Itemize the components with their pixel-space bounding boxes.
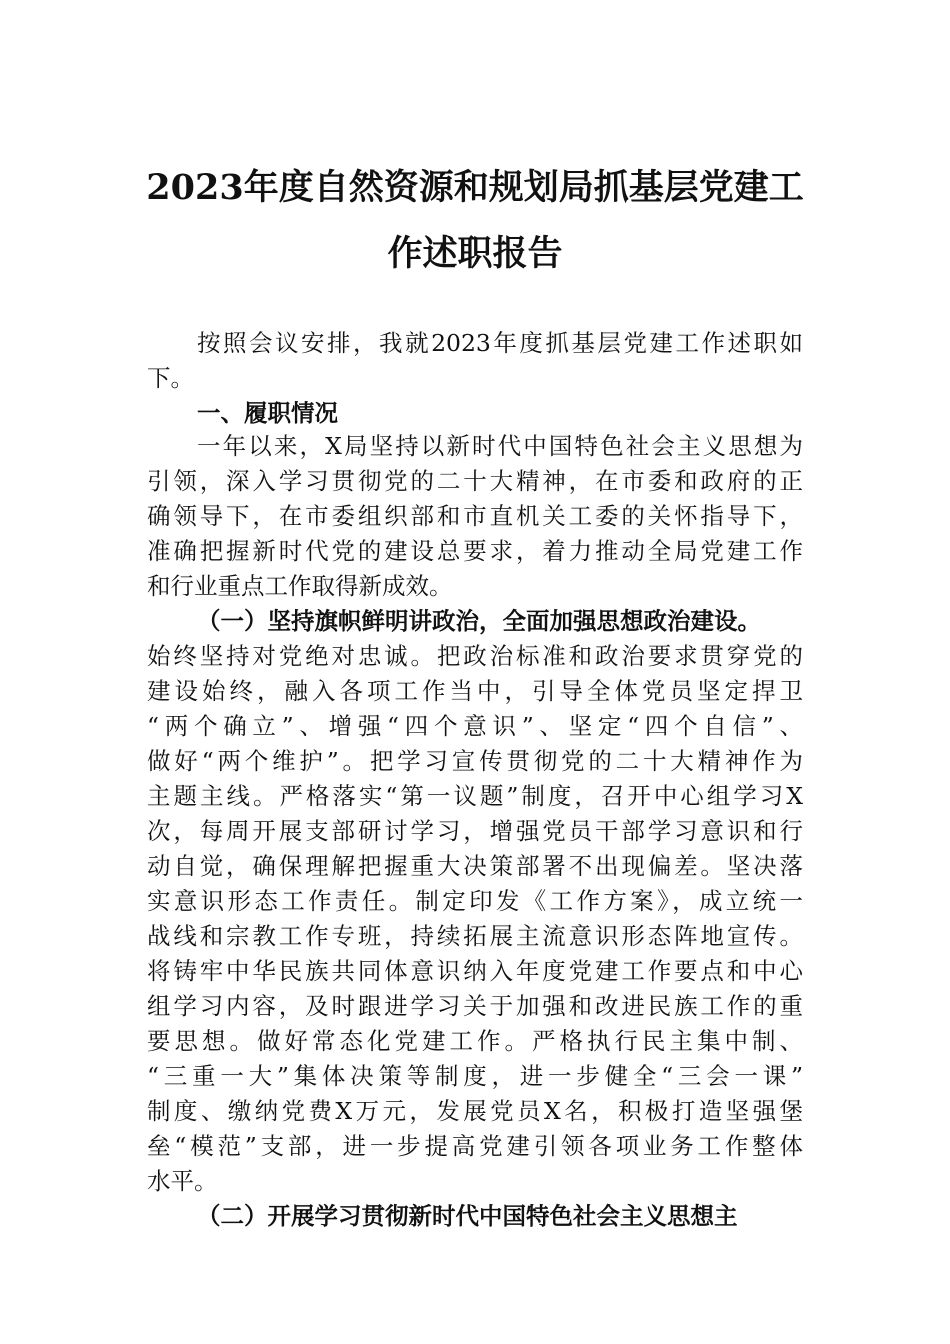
paragraph-line: 和行业重点工作取得新成效。 (147, 572, 453, 600)
section-heading: 一、履职情况 (197, 399, 338, 427)
paragraph-line: 战线和宗教工作专班，持续拓展主流意识形态阵地宣传。 (147, 922, 803, 950)
paragraph-line: 实意识形态工作责任。制定印发《工作方案》，成立统一 (147, 887, 803, 915)
subsection-heading: （一）坚持旗帜鲜明讲政治，全面加强思想政治建设。 (197, 607, 761, 635)
paragraph-line: 主题主线。严格落实“第一议题”制度，召开中心组学习X (147, 782, 803, 810)
paragraph-line: 垒“模范”支部，进一步提高党建引领各项业务工作整体 (147, 1132, 803, 1160)
subsection-heading: （二）开展学习贯彻新时代中国特色社会主义思想主 (197, 1202, 738, 1230)
title-line-1: 2023年度自然资源和规划局抓基层党建工 (146, 167, 804, 208)
paragraph-line: “三重一大”集体决策等制度，进一步健全“三会一课” (147, 1062, 803, 1090)
intro-line: 按照会议安排，我就2023年度抓基层党建工作述职如 (197, 329, 803, 357)
paragraph-line: 次，每周开展支部研讨学习，增强党员干部学习意识和行 (147, 817, 803, 845)
paragraph-line: 要思想。做好常态化党建工作。严格执行民主集中制、 (147, 1027, 803, 1055)
paragraph-line: 引领，深入学习贯彻党的二十大精神，在市委和政府的正 (147, 467, 803, 495)
paragraph-line: 确领导下，在市委组织部和市直机关工委的关怀指导下， (147, 502, 803, 530)
paragraph-line: 动自觉，确保理解把握重大决策部署不出现偏差。坚决落 (147, 852, 803, 880)
paragraph-line: 组学习内容，及时跟进学习关于加强和改进民族工作的重 (147, 992, 803, 1020)
paragraph-line: 将铸牢中华民族共同体意识纳入年度党建工作要点和中心 (147, 957, 803, 985)
paragraph-line: 做好“两个维护”。把学习宣传贯彻党的二十大精神作为 (147, 747, 803, 775)
title-line-2: 作述职报告 (387, 233, 563, 274)
paragraph-line: 水平。 (147, 1167, 218, 1195)
paragraph-line: 始终坚持对党绝对忠诚。把政治标准和政治要求贯穿党的 (147, 642, 803, 670)
paragraph-line: 准确把握新时代党的建设总要求，着力推动全局党建工作 (147, 537, 803, 565)
intro-line: 下。 (147, 364, 194, 392)
paragraph-line: 制度、缴纳党费X万元，发展党员X名，积极打造坚强堡 (147, 1097, 803, 1125)
paragraph-line: “两个确立”、增强“四个意识”、坚定“四个自信”、 (147, 712, 803, 740)
paragraph-line: 建设始终，融入各项工作当中，引导全体党员坚定捍卫 (147, 677, 803, 705)
paragraph-line: 一年以来，X局坚持以新时代中国特色社会主义思想为 (197, 432, 803, 460)
